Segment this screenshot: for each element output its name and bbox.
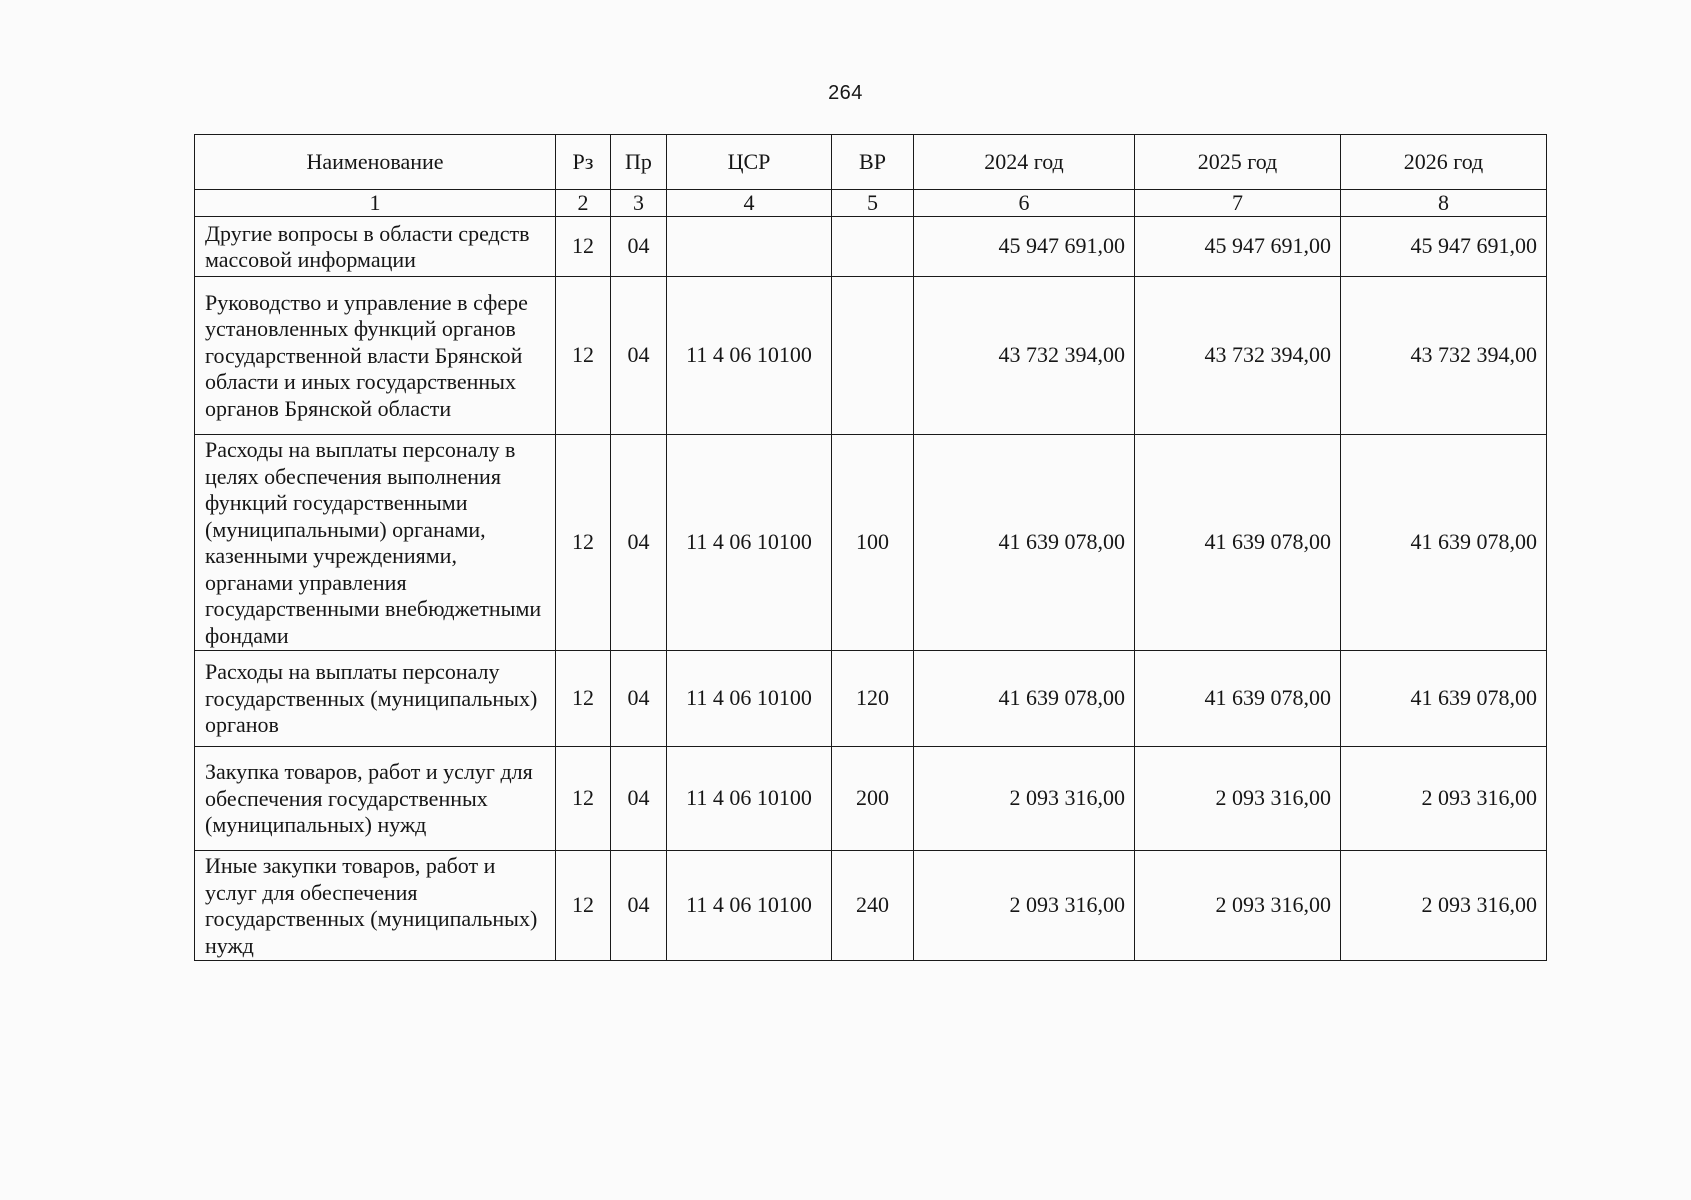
row-name: Иные закупки товаров, работ и услуг для обеспечения государственных (муниципальных) нужд <box>195 851 556 961</box>
column-number: 1 <box>195 190 556 217</box>
row-amount-2024: 43 732 394,00 <box>914 277 1135 435</box>
row-vr: 120 <box>832 651 914 747</box>
table-row <box>195 747 1547 851</box>
row-rz: 12 <box>556 277 611 435</box>
column-number: 5 <box>832 190 914 217</box>
row-pr: 04 <box>611 747 667 851</box>
column-number: 8 <box>1341 190 1547 217</box>
row-amount-2026: 41 639 078,00 <box>1341 651 1547 747</box>
table-row <box>195 217 1547 277</box>
column-number-row <box>195 190 1547 217</box>
row-amount-2026: 2 093 316,00 <box>1341 851 1547 961</box>
row-csr: 11 4 06 10100 <box>667 747 832 851</box>
row-name: Руководство и управление в сфере установленных функций органов государственной власти Брянской области и иных государственных органов Брянской области <box>195 277 556 435</box>
row-vr <box>832 277 914 435</box>
row-pr: 04 <box>611 217 667 277</box>
row-amount-2026: 45 947 691,00 <box>1341 217 1547 277</box>
column-number: 6 <box>914 190 1135 217</box>
row-rz: 12 <box>556 435 611 651</box>
header-vr: ВР <box>832 135 914 190</box>
row-rz: 12 <box>556 217 611 277</box>
header-csr: ЦСР <box>667 135 832 190</box>
row-vr: 200 <box>832 747 914 851</box>
column-number: 2 <box>556 190 611 217</box>
row-csr: 11 4 06 10100 <box>667 435 832 651</box>
row-csr: 11 4 06 10100 <box>667 851 832 961</box>
row-rz: 12 <box>556 747 611 851</box>
row-amount-2025: 45 947 691,00 <box>1135 217 1341 277</box>
header-2025: 2025 год <box>1135 135 1341 190</box>
header-pr: Пр <box>611 135 667 190</box>
row-vr: 100 <box>832 435 914 651</box>
header-rz: Рз <box>556 135 611 190</box>
row-pr: 04 <box>611 651 667 747</box>
row-amount-2025: 2 093 316,00 <box>1135 747 1341 851</box>
row-rz: 12 <box>556 851 611 961</box>
header-name: Наименование <box>195 135 556 190</box>
row-pr: 04 <box>611 851 667 961</box>
row-amount-2026: 43 732 394,00 <box>1341 277 1547 435</box>
column-number: 3 <box>611 190 667 217</box>
page-number: 264 <box>828 82 863 104</box>
table-row <box>195 851 1547 961</box>
row-amount-2026: 2 093 316,00 <box>1341 747 1547 851</box>
row-csr <box>667 217 832 277</box>
row-amount-2025: 43 732 394,00 <box>1135 277 1341 435</box>
row-name: Расходы на выплаты персоналу государственных (муниципальных) органов <box>195 651 556 747</box>
row-amount-2024: 2 093 316,00 <box>914 851 1135 961</box>
row-amount-2025: 41 639 078,00 <box>1135 435 1341 651</box>
table-row <box>195 651 1547 747</box>
row-amount-2026: 41 639 078,00 <box>1341 435 1547 651</box>
header-2024: 2024 год <box>914 135 1135 190</box>
row-amount-2024: 2 093 316,00 <box>914 747 1135 851</box>
row-name: Другие вопросы в области средств массовой информации <box>195 217 556 277</box>
row-name: Закупка товаров, работ и услуг для обеспечения государственных (муниципальных) нужд <box>195 747 556 851</box>
table-row <box>195 277 1547 435</box>
row-amount-2025: 41 639 078,00 <box>1135 651 1341 747</box>
row-rz: 12 <box>556 651 611 747</box>
row-amount-2024: 41 639 078,00 <box>914 435 1135 651</box>
column-number: 4 <box>667 190 832 217</box>
row-amount-2025: 2 093 316,00 <box>1135 851 1341 961</box>
header-row <box>195 135 1547 190</box>
row-amount-2024: 41 639 078,00 <box>914 651 1135 747</box>
row-csr: 11 4 06 10100 <box>667 651 832 747</box>
column-number: 7 <box>1135 190 1341 217</box>
row-vr: 240 <box>832 851 914 961</box>
row-name: Расходы на выплаты персоналу в целях обеспечения выполнения функций государственными (муниципальными) органами, казенными учреждениями, органами управления государственными внебюджетными фондами <box>195 435 556 651</box>
row-vr <box>832 217 914 277</box>
row-pr: 04 <box>611 277 667 435</box>
header-2026: 2026 год <box>1341 135 1547 190</box>
row-amount-2024: 45 947 691,00 <box>914 217 1135 277</box>
budget-table <box>194 134 1547 961</box>
row-csr: 11 4 06 10100 <box>667 277 832 435</box>
table-row <box>195 435 1547 651</box>
row-pr: 04 <box>611 435 667 651</box>
